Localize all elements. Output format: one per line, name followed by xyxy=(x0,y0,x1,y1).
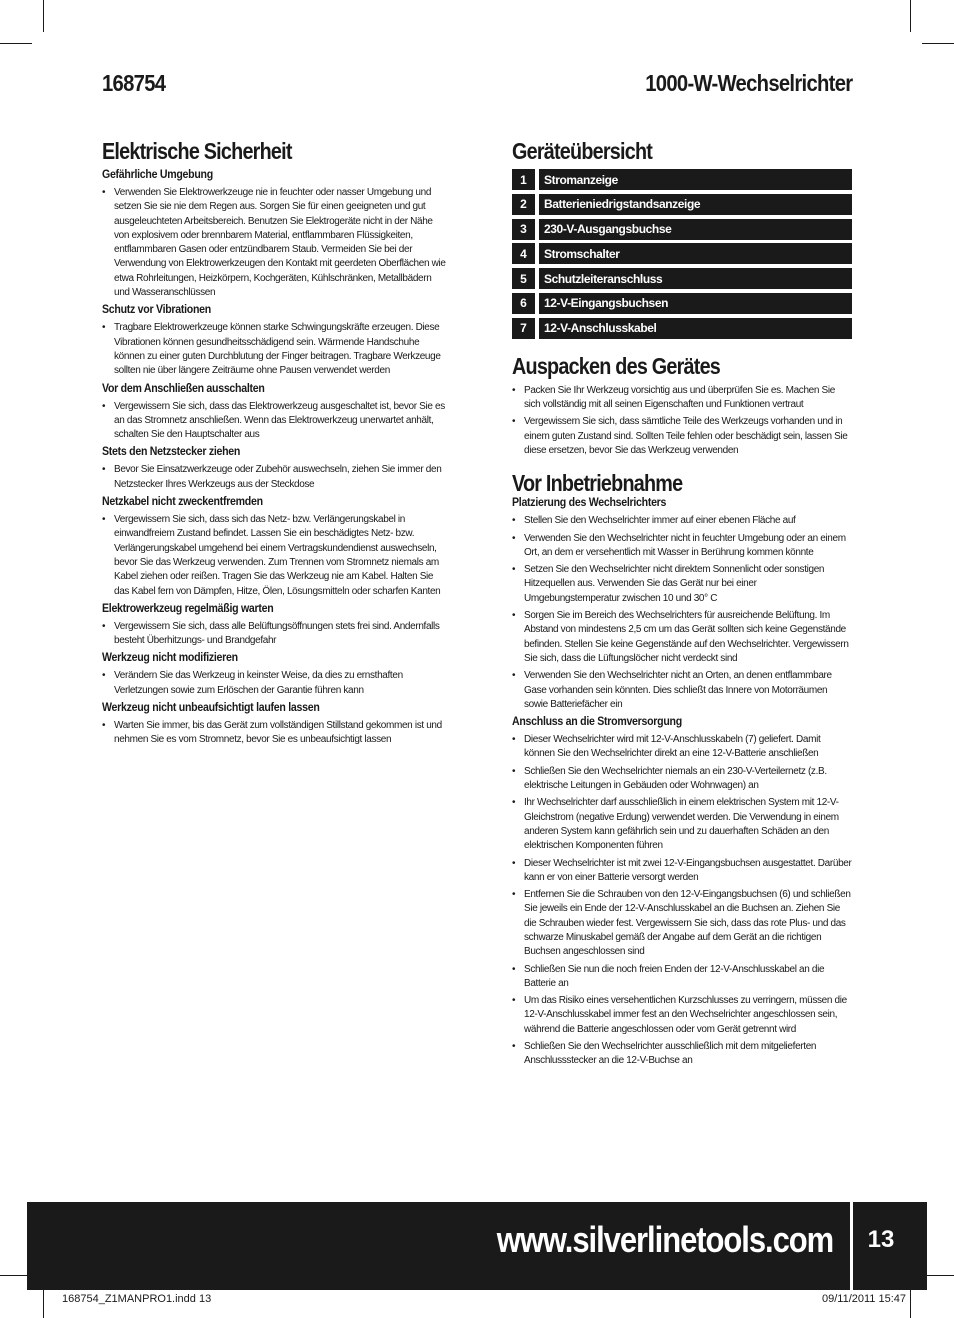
bullet-item: • Verwenden Sie den Wechselrichter nicht an Orten, an denen entflammbare Gase vorhanden sein könnten. Dies schließt das Innere von Motorräumen sowie Batteriefächer ein xyxy=(512,669,852,712)
subsection-heading: Stets den Netzstecker ziehen xyxy=(102,446,241,459)
product-code: 168754 xyxy=(102,70,166,96)
electrical-safety-column xyxy=(102,138,446,752)
overview-item-number: 4 xyxy=(512,243,535,264)
bullet-item: • Bevor Sie Einsatzwerkzeuge oder Zubehör auswechseln, ziehen Sie immer den Netzstecker Ihres Werkzeugs aus der Steckdose xyxy=(102,463,446,492)
bullet-item: • Entfernen Sie die Schrauben von den 12-V-Eingangsbuchsen (6) und schließen Sie jeweils ein Ende der 12-V-Anschlusskabel an die Buchsen an. Ziehen Sie die Schrauben wieder fest. Vergewissern Sie sich, dass das rote Plus- und das schwarze Minuskabel gemäß der Angabe auf dem Gerät an die richtigen Buchsen angeschlossen sind xyxy=(512,888,852,959)
overview-item xyxy=(512,268,852,289)
subsection-heading: Schutz vor Vibrationen xyxy=(102,304,211,317)
bullet-item: • Vergewissern Sie sich, dass sämtliche Teile des Werkzeugs vorhanden und in einem guten Zustand sind. Sollten Teile fehlen oder beschädigt sein, lassen Sie diese ersetzen, bevor Sie das Werkzeug verwenden xyxy=(512,415,852,458)
bullet-item: • Tragbare Elektrowerkzeuge können starke Schwingungskräfte erzeugen. Diese Vibrationen können gesundheitsschädigend sein. Wärmende Handschuhe können zu einer guten Durchblutung der Finger beitragen. Tragbare Werkzeuge sollten nie über längere Zeiträume ohne Pausen verwendet werden xyxy=(102,321,446,378)
subsection-heading: Netzkabel nicht zweckentfremden xyxy=(102,496,263,509)
subsection-heading: Elektrowerkzeug regelmäßig warten xyxy=(102,602,274,615)
overview-item xyxy=(512,169,852,190)
overview-item-label: 12-V-Eingangsbuchsen xyxy=(539,293,852,314)
crop-mark xyxy=(43,0,44,32)
bullet-list xyxy=(102,719,446,748)
overview-item-number: 5 xyxy=(512,268,535,289)
bullet-list xyxy=(102,186,446,300)
bullet-item: • Warten Sie immer, bis das Gerät zum vollständigen Stillstand gekommen ist und nehmen Sie es vom Stromnetz, bevor Sie es unbeaufsichtigt lassen xyxy=(102,719,446,748)
bullet-item: • Schließen Sie nun die noch freien Enden der 12-V-Anschlusskabel an die Batterie an xyxy=(512,963,852,992)
bullet-item: • Stellen Sie den Wechselrichter immer auf einer ebenen Fläche auf xyxy=(512,514,852,528)
website-url-text: www.silverlinetools.com xyxy=(496,1219,833,1260)
overview-item-label: Batterieniedrigstandsanzeige xyxy=(539,194,852,215)
bullet-item: • Um das Risiko eines versehentlichen Kurzschlusses zu verringern, müssen die 12-V-Anschlusskabel immer fest an den Wechselrichter angeschlossen sein, während die Batterie angeschlossen oder vom Gerät getrennt wird xyxy=(512,994,852,1037)
crop-mark xyxy=(910,1286,911,1318)
bullet-item: • Verändern Sie das Werkzeug in keinster Weise, da dies zu ernsthaften Verletzungen sowie zum Erlöschen der Garantie führen kann xyxy=(102,669,446,698)
unpack-list xyxy=(512,384,852,458)
overview-title: Geräteübersicht xyxy=(512,138,653,164)
subsection-heading: Werkzeug nicht modifizieren xyxy=(102,652,238,665)
bullet-item: • Verwenden Sie den Wechselrichter nicht in feuchter Umgebung oder an einem Ort, an dem er versehentlich mit Wasser in Berührung kommen könnte xyxy=(512,532,852,561)
crop-mark xyxy=(0,43,32,44)
bullet-item: • Schließen Sie den Wechselrichter ausschließlich mit dem mitgelieferten Anschlussstecker an die 12-V-Buchse an xyxy=(512,1040,852,1069)
overview-item-label: 230-V-Ausgangsbuchse xyxy=(539,219,852,240)
right-column xyxy=(512,138,852,1073)
safety-sections xyxy=(102,169,446,748)
overview-item-label: 12-V-Anschlusskabel xyxy=(539,318,852,339)
overview-item-number: 6 xyxy=(512,293,535,314)
bullet-list xyxy=(102,463,446,492)
bullet-list xyxy=(102,620,446,649)
overview-list xyxy=(512,169,852,339)
before-use-sections xyxy=(512,497,852,1068)
bullet-item: • Dieser Wechselrichter ist mit zwei 12-V-Eingangsbuchsen ausgestattet. Darüber kann er von einer Batterie versorgt werden xyxy=(512,857,852,886)
bullet-item: • Dieser Wechselrichter wird mit 12-V-Anschlusskabeln (7) geliefert. Damit können Sie den Wechselrichter direkt an eine 12-V-Batterie anschließen xyxy=(512,733,852,762)
bullet-list xyxy=(102,400,446,443)
overview-item xyxy=(512,219,852,240)
crop-mark xyxy=(43,1286,44,1318)
bullet-item: • Verwenden Sie Elektrowerkzeuge nie in feuchter oder nasser Umgebung und setzen Sie sie nie dem Regen aus. Sorgen Sie für einen geeigneten und gut ausgeleuchteten Arbeitsbereich. Benutzen Sie Elektrogeräte nicht in der Nähe von explosivem oder brennbarem Material, entflammbaren Flüssigkeiten, entflammbaren Gasen oder entzündbarem Staub. Vermeiden Sie bei der Verwendung von Elektrowerkzeugen den Kontakt mit geerdeten Oberflächen wie etwa Rohrleitungen, Heizkörpern, Kochgeräten, Kühlschränken, Metallbädern und Wasseranschlüssen xyxy=(102,186,446,300)
overview-item xyxy=(512,318,852,339)
overview-item-number: 1 xyxy=(512,169,535,190)
overview-item xyxy=(512,293,852,314)
unpack-title: Auspacken des Gerätes xyxy=(512,352,721,379)
subsection-heading: Anschluss an die Stromversorgung xyxy=(512,716,682,729)
bullet-item: • Vergewissern Sie sich, dass sich das Netz- bzw. Verlängerungskabel in einwandfreiem Zustand befindet. Lassen Sie ein beschädigtes Netz- bzw. Verlängerungskabel umgehend bei einem Vertragskundendienst auswechseln, bevor Sie das Werkzeug verwenden. Zum Trennen vom Stromnetz niemals am Kabel ziehen oder reißen. Tragen Sie das Werkzeug nie am Kabel. Halten Sie das Kabel fern von Dämpfen, Hitze, Ölen, Lösungsmitteln oder scharfen Kanten xyxy=(102,513,446,599)
website-url[interactable] xyxy=(27,1202,833,1278)
overview-item xyxy=(512,243,852,264)
bullet-list xyxy=(102,669,446,698)
crop-mark xyxy=(910,0,911,32)
before-use-title: Vor Inbetriebnahme xyxy=(512,470,683,497)
date-slug: 09/11/2011 15:47 xyxy=(821,1293,906,1305)
overview-item-number: 2 xyxy=(512,194,535,215)
bullet-list xyxy=(512,733,852,1069)
overview-item-label: Stromschalter xyxy=(539,243,852,264)
overview-item-number: 7 xyxy=(512,318,535,339)
page-number: 13 xyxy=(867,1226,895,1253)
bullet-list xyxy=(102,513,446,599)
bullet-list xyxy=(102,321,446,378)
subsection-heading: Gefährliche Umgebung xyxy=(102,169,213,181)
overview-item-label: Schutzleiteranschluss xyxy=(539,268,852,289)
bullet-item: • Vergewissern Sie sich, dass das Elektrowerkzeug ausgeschaltet ist, bevor Sie es an das Stromnetz anschließen. Wenn das Elektrowerkzeug unerwartet anhält, schalten Sie den Hauptschalter aus xyxy=(102,400,446,443)
bullet-item: • Setzen Sie den Wechselrichter nicht direktem Sonnenlicht oder sonstigen Hitzequellen aus. Verwenden Sie das Gerät nur bei einer Umgebungstemperatur zwischen 10 und 30° C xyxy=(512,563,852,606)
section-title: Elektrische Sicherheit xyxy=(102,138,292,164)
overview-item xyxy=(512,194,852,215)
file-slug: 168754_Z1MANPRO1.indd 13 xyxy=(62,1293,212,1305)
subsection-heading: Vor dem Anschließen ausschalten xyxy=(102,382,265,395)
bullet-item: • Vergewissern Sie sich, dass alle Belüftungsöffnungen stets frei sind. Andernfalls besteht Überhitzungs- und Brandgefahr xyxy=(102,620,446,649)
subsection-heading: Platzierung des Wechselrichters xyxy=(512,497,667,510)
bullet-item: • Ihr Wechselrichter darf ausschließlich in einem elektrischen System mit 12-V-Gleichstrom (negative Erdung) verwendet werden. Die Verwendung in einem anderen System kann gefährlich sein und zu dauerhaften Schäden an den elektrischen Komponenten führen xyxy=(512,796,852,853)
bullet-item: • Sorgen Sie im Bereich des Wechselrichters für ausreichende Belüftung. Im Abstand von mindestens 2,5 cm um das Gerät sollten sich keine Gegenstände befinden. Stellen Sie keine Gegenstände auf den Wechselrichter. Vergewissern Sie sich, dass die Lüftungslöcher nicht verdeckt sind xyxy=(512,609,852,666)
subsection-heading: Werkzeug nicht unbeaufsichtigt laufen lassen xyxy=(102,702,320,715)
bullet-list xyxy=(512,514,852,712)
bullet-item: • Packen Sie Ihr Werkzeug vorsichtig aus und überprüfen Sie es. Machen Sie sich vollständig mit all seinen Eigenschaften und Funktionen vertraut xyxy=(512,384,852,413)
overview-item-number: 3 xyxy=(512,219,535,240)
bullet-item: • Schließen Sie den Wechselrichter niemals an ein 230-V-Verteilernetz (z.B. elektrische Leitungen in Gebäuden oder Wohnwagen) an xyxy=(512,765,852,794)
overview-item-label: Stromanzeige xyxy=(539,169,852,190)
product-title: 1000-W-Wechselrichter xyxy=(644,70,852,96)
crop-mark xyxy=(922,43,954,44)
